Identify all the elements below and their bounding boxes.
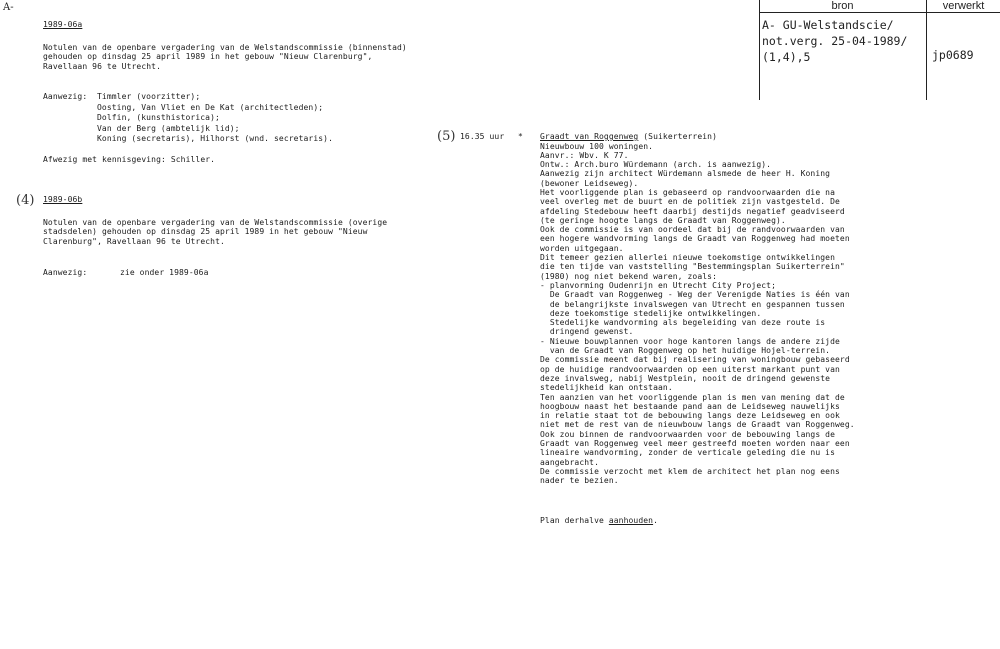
item-body-line: Ook zou binnen de randvoorwaarden voor de bebouwing langs de — [540, 429, 835, 439]
section-code-06a: 1989-06a — [43, 20, 83, 29]
item-body-line: Ten aanzien van het voorliggende plan is men van mening dat de — [540, 392, 845, 402]
attendee-line: Koning (secretaris), Hilhorst (wnd. secretaris). — [97, 134, 333, 144]
bron-line: (1,4),5 — [762, 49, 811, 64]
item-body-line: - planvorming Oudenrijn en Utrecht City Project; — [540, 280, 776, 290]
item-title — [540, 132, 717, 141]
item-body-line: dringend gewenst. — [540, 327, 634, 337]
column-header-verwerkt: verwerkt — [942, 0, 985, 12]
section-code-06b: 1989-06b — [43, 195, 83, 204]
conclusion-prefix: Plan derhalve — [540, 516, 609, 525]
item-body-line: deze invalsweg, nabij Westplein, nooit de dringend gewenste — [540, 373, 831, 383]
item-body-line: aangebracht. — [540, 457, 599, 467]
item-body-line: in relatie staat tot de bebouwing langs deze Leidseweg en ook — [540, 411, 840, 421]
item-body-line: (te geringe hoogte langs de Graadt van Roggenweg). — [540, 215, 786, 225]
aanwezig-label-06b: Aanwezig: — [43, 268, 88, 277]
item-body-line: stedelijkheid kan ontstaan. — [540, 383, 673, 393]
attendee-line: Dolfin, (kunsthistorica); — [97, 113, 220, 123]
aanwezig-list-06a — [97, 92, 333, 145]
verwerkt-value: jp0689 — [932, 48, 974, 62]
archive-metadata-table — [759, 0, 1000, 100]
column-header-bron: bron — [831, 0, 854, 12]
item-body-line: Graadt van Roggenweg veel meer gestreefd moeten worden naar een — [540, 439, 850, 448]
item-body-line: - Nieuwe bouwplannen voor hoge kantoren langs de andere zijde — [540, 336, 840, 346]
bron-line: not.verg. 25-04-1989/ — [762, 33, 908, 48]
item-body-line: Stedelijke wandvorming als begeleiding van deze route is — [540, 318, 826, 328]
item-body-line: worden uitgegaan. — [540, 243, 624, 253]
item-body — [540, 142, 855, 486]
item-conclusion — [540, 516, 658, 525]
item-body-line: nader te bezien. — [540, 476, 619, 486]
afwezig-06a: Afwezig met kennisgeving: Schiller. — [43, 155, 216, 164]
item-body-line: op de huidige randvoorwaarden op een uiterst markant punt van — [540, 364, 840, 374]
item-body-line: van de Graadt van Roggenweg op het huidige Hojel-terrein. — [540, 346, 831, 356]
item-body-line: De Graadt van Roggenweg - Weg der Verenigde Naties is één van — [540, 290, 850, 300]
aanwezig-label-06a: Aanwezig: — [43, 92, 88, 101]
item-body-line: niet met de rest van de nieuwbouw langs de Graadt van Roggenweg. — [540, 420, 855, 430]
item-body-line: Ook de commissie is van oordeel dat bij de randvoorwaarden van — [540, 225, 845, 235]
item-body-line: Nieuwbouw 100 woningen. — [540, 141, 654, 151]
item-time: 16.35 uur — [460, 132, 505, 141]
item-body-line: De commissie meent dat bij realisering van woningbouw gebaseerd — [540, 355, 850, 365]
item-body-line: lineaire wandvorming, zonder de verticale geleding die nu is — [540, 448, 835, 458]
notulen-06a — [43, 43, 407, 71]
aanwezig-value-06b: zie onder 1989-06a — [120, 268, 209, 277]
item-body-line: die ten tijde van vaststelling "Bestemmingsplan Suikerterrein" — [540, 262, 845, 272]
item-body-line: Ontw.: Arch.buro Würdemann (arch. is aanwezig). — [540, 160, 772, 170]
conclusion-suffix: . — [653, 516, 659, 525]
bron-value — [762, 18, 907, 65]
item-body-line: (1980) nog niet bekend waren, zoals: — [540, 271, 717, 281]
item-body-line: hoogbouw naast het bestaande pand aan de Leidseweg nauwelijks — [540, 401, 840, 411]
bron-line: A- GU-Welstandscie/ — [762, 18, 894, 32]
item-body-line: afdeling Stedebouw heeft daarbij destijds negatief geadviseerd — [540, 206, 845, 216]
item-body-line: deze toekomstige stedelijke ontwikkelingen. — [540, 308, 762, 318]
attendee-line: Van der Berg (ambtelijk lid); — [97, 123, 240, 133]
item-body-line: (bewoner Leidseweg). — [540, 178, 639, 188]
item-title-street: Graadt van Roggenweg — [540, 132, 639, 141]
notulen-line: stadsdelen) gehouden op dinsdag 25 april 1989 in het gebouw "Nieuw — [43, 227, 368, 237]
item-title-suffix: (Suikerterrein) — [638, 132, 717, 141]
item-body-line: De commissie verzocht met klem de architect het plan nog eens — [540, 466, 840, 476]
item-body-line: veel overleg met de buurt en de politiek zijn vastgesteld. De — [540, 197, 840, 207]
conclusion-decision: aanhouden — [608, 516, 654, 525]
handwritten-mark-4: (4) — [16, 193, 35, 208]
notulen-line: Ravellaan 96 te Utrecht. — [43, 61, 161, 71]
item-body-line: Dit temeer gezien allerlei nieuwe toekomstige ontwikkelingen — [540, 253, 835, 263]
notulen-06b — [43, 218, 387, 246]
notulen-line: gehouden op dinsdag 25 april 1989 in het gebouw "Nieuw Clarenburg", — [43, 52, 373, 62]
handwritten-mark-5: (5) — [437, 129, 456, 144]
item-body-line: Aanwezig zijn architect Würdemann alsmede de heer H. Koning — [540, 169, 831, 179]
notulen-line: Notulen van de openbare vergadering van de Welstandscommissie (overige — [43, 218, 388, 227]
item-body-line: Het voorliggende plan is gebaseerd op randvoorwaarden die na — [540, 187, 835, 197]
item-body-line: een hogere wandvorming langs de Graadt van Roggenweg had moeten — [540, 234, 850, 244]
item-body-line: Aanvr.: Wbv. K 77. — [540, 150, 629, 160]
item-star: * — [518, 132, 523, 141]
corner-mark: A- — [3, 2, 14, 13]
notulen-line: Notulen van de openbare vergadering van de Welstandscommissie (binnenstad) — [43, 43, 407, 52]
attendee-line: Oosting, Van Vliet en De Kat (architectleden); — [97, 102, 324, 112]
attendee-line: Timmler (voorzitter); — [97, 92, 201, 101]
notulen-line: Clarenburg", Ravellaan 96 te Utrecht. — [43, 236, 225, 246]
item-body-line: de belangrijkste invalswegen van Utrecht en gespannen tussen — [540, 299, 845, 309]
